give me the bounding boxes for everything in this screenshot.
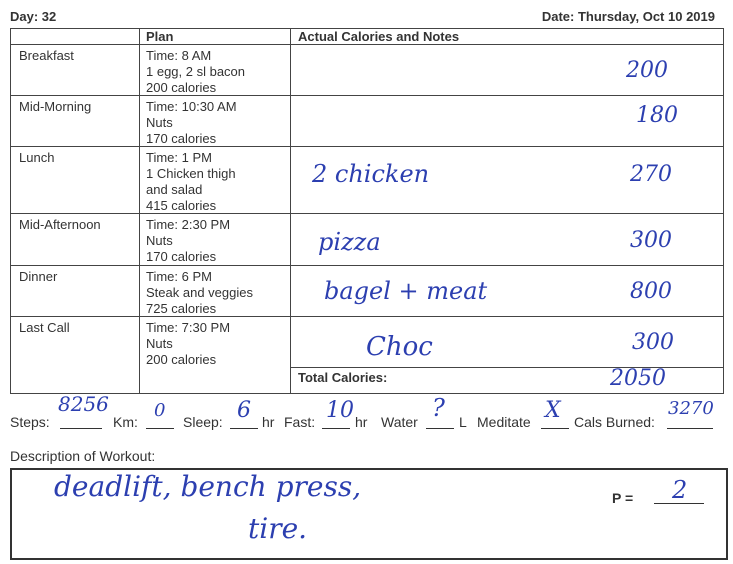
- meal-name: Breakfast: [19, 48, 74, 63]
- actual-calories: 300: [630, 228, 672, 253]
- meditate-value: X: [545, 398, 561, 423]
- water-field[interactable]: [426, 428, 454, 429]
- plan-line: Time: 6 PM: [146, 269, 212, 284]
- actual-calories: 270: [630, 162, 672, 187]
- plan-line: and salad: [146, 182, 203, 197]
- sleep-unit: hr: [262, 414, 275, 430]
- p-label: P =: [612, 490, 634, 506]
- plan-line: 725 calories: [146, 301, 217, 316]
- cals-burned-value: 3270: [668, 398, 714, 419]
- date-label: Date: Thursday, Oct 10 2019: [541, 9, 715, 24]
- km-label: Km:: [113, 414, 138, 430]
- fast-field[interactable]: [322, 428, 350, 429]
- plan-line: 1 egg, 2 sl bacon: [146, 64, 246, 79]
- plan-line: Nuts: [146, 233, 173, 248]
- meditate-field[interactable]: [541, 428, 569, 429]
- meal-name: Last Call: [19, 320, 70, 335]
- actual-calories: 180: [636, 103, 678, 128]
- fast-value: 10: [326, 398, 354, 423]
- col-header-plan: Plan: [146, 29, 174, 44]
- actual-note: bagel + meat: [324, 277, 488, 305]
- steps-label: Steps:: [10, 414, 50, 430]
- col-divider-actual: [290, 28, 291, 394]
- plan-line: Nuts: [146, 115, 173, 130]
- plan-line: Time: 10:30 AM: [146, 99, 237, 114]
- meal-name: Dinner: [19, 269, 58, 284]
- row-divider: [10, 265, 724, 266]
- sleep-field[interactable]: [230, 428, 258, 429]
- plan-line: 415 calories: [146, 198, 217, 213]
- plan-line: Steak and veggies: [146, 285, 253, 300]
- actual-note: Choc: [366, 332, 433, 362]
- km-value: 0: [154, 400, 166, 421]
- workout-label: Description of Workout:: [10, 448, 156, 464]
- water-value: ?: [432, 394, 445, 422]
- plan-line: Time: 8 AM: [146, 48, 212, 63]
- actual-calories: 300: [632, 330, 674, 355]
- meal-name: Mid-Morning: [19, 99, 92, 114]
- meal-name: Lunch: [19, 150, 55, 165]
- plan-line: 170 calories: [146, 249, 217, 264]
- meditate-label: Meditate: [477, 414, 531, 430]
- cals-burned-label: Cals Burned:: [574, 414, 655, 430]
- plan-line: Time: 2:30 PM: [146, 217, 231, 232]
- col-divider-plan: [139, 28, 140, 394]
- fast-label: Fast:: [284, 414, 316, 430]
- steps-value: 8256: [58, 392, 109, 416]
- meal-name: Mid-Afternoon: [19, 217, 101, 232]
- plan-line: Nuts: [146, 336, 173, 351]
- actual-note: 2 chicken: [312, 160, 430, 188]
- km-field[interactable]: [146, 428, 174, 429]
- steps-field[interactable]: [60, 428, 102, 429]
- row-divider: [10, 44, 724, 45]
- fast-unit: hr: [355, 414, 368, 430]
- total-calories: 2050: [610, 366, 666, 391]
- row-divider: [10, 213, 724, 214]
- water-label: Water: [381, 414, 418, 430]
- workout-line-1: deadlift, bench press,: [54, 470, 362, 503]
- cals-burned-field[interactable]: [667, 428, 713, 429]
- row-divider: [10, 146, 724, 147]
- total-label: Total Calories:: [298, 370, 388, 385]
- plan-line: 170 calories: [146, 131, 217, 146]
- actual-calories: 200: [626, 58, 668, 83]
- actual-note: pizza: [318, 228, 381, 256]
- plan-line: 1 Chicken thigh: [146, 166, 236, 181]
- sleep-value: 6: [237, 398, 251, 423]
- p-value: 2: [672, 476, 688, 504]
- plan-line: Time: 1 PM: [146, 150, 212, 165]
- day-label: Day: 32: [10, 9, 57, 24]
- col-header-actual: Actual Calories and Notes: [298, 29, 460, 44]
- row-divider: [10, 316, 724, 317]
- actual-calories: 800: [630, 279, 672, 304]
- plan-line: 200 calories: [146, 80, 217, 95]
- plan-line: 200 calories: [146, 352, 217, 367]
- sleep-label: Sleep:: [183, 414, 223, 430]
- workout-line-2: tire.: [248, 512, 308, 545]
- water-unit: L: [459, 414, 467, 430]
- plan-line: Time: 7:30 PM: [146, 320, 231, 335]
- row-divider: [10, 95, 724, 96]
